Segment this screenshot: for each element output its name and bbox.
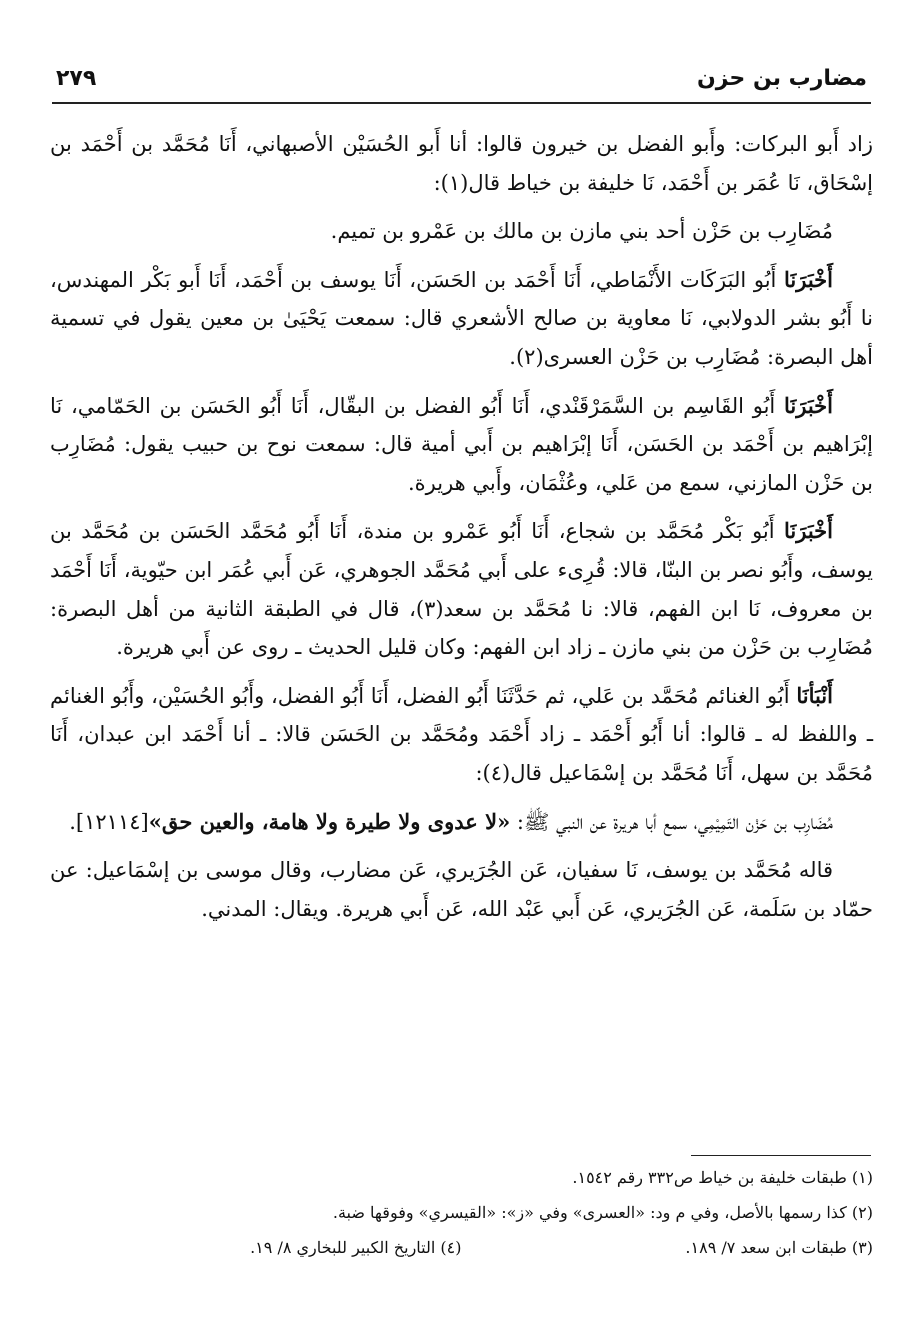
paragraph — [50, 851, 873, 928]
isnad-keyword: أَنْبَأنَا — [796, 682, 833, 708]
paragraph-text: أَبُو القَاسِم بن السَّمَرْقَنْدي، أَنَا أَبُو الفضل بن البقّال، أَنَا أَبُو الحَسَن بن الحَمّامي، نَا إبْرَاهيم بن أَحْمَد بن الحَسَن، أَنَا إبْرَاهيم بن أَبي أمية قال: سمعت نوح بن حبيب يقول: مُضَارِب بن حَزْن المازني، سمع من عَلي، وعُثْمَان، وأَبي هريرة. — [50, 393, 873, 495]
paragraph — [50, 512, 873, 666]
running-title: مضارب بن حزن — [696, 66, 867, 91]
paragraph-text: مُضَارِب بن حَزْن أحد بني مازن بن مالك بن عَمْرو بن تميم. — [330, 219, 833, 244]
main-text — [50, 125, 873, 938]
footnote-separator — [691, 1155, 871, 1156]
paragraph-text: قاله مُحَمَّد بن يوسف، نَا سفيان، عَن الجُرَيري، عَن مضارب، وقال موسى بن إسْمَاعيل: عن حمّاد بن سَلَمة، عَن الجُرَيري، عَن أَبي عَبْد الله، عَن أَبي هريرة. ويقال: المدني. — [50, 858, 873, 921]
footnotes — [50, 1160, 873, 1265]
paragraph — [50, 212, 873, 251]
paragraph-text: أَبُو البَرَكَات الأَنْمَاطي، أَنَا أَحْمَد بن الحَسَن، أَنَا يوسف بن أَحْمَد، أَنَا أَبو بَكْر المهندس، نا أَبُو بشر الدولابي، نَا معاوية بن صالح الأشعري قال: سمعت يَحْيَىٰ بن معين يقول في تسمية أهل البصرة: مُضَارِب بن حَزْن العسرى(٢). — [50, 267, 873, 369]
footnote: (٣) طبقات ابن سعد ٧/ ١٨٩. — [685, 1238, 873, 1257]
isnad-keyword: أَخْبَرَنَا — [784, 266, 833, 292]
footnote: (١) طبقات خليفة بن خياط ص٣٣٢ رقم ١٥٤٢. — [572, 1168, 873, 1187]
paragraph — [50, 677, 873, 793]
paragraph — [50, 125, 873, 202]
paragraph-text: مُضَارِب بن حَزْن التَمِيْمِي، سمع أبا هريرة عن النبي ﷺ: — [510, 809, 833, 834]
page-number: ٢٧٩ — [56, 66, 97, 91]
paragraph-text: زاد أَبو البركات: وأَبو الفضل بن خيرون قالوا: أنا أَبو الحُسَيْن الأصبهاني، أَنَا مُحَمَّد بن أَحْمَد بن إسْحَاق، نَا عُمَر بن أَحْمَد، نَا خليفة بن خياط قال(١): — [50, 132, 873, 195]
hadith-quote: «لا عدوى ولا طيرة ولا هامة، والعين حق» — [148, 808, 511, 834]
isnad-keyword: أَخْبَرَنَا — [784, 518, 833, 544]
footnote: (٤) التاريخ الكبير للبخاري ٨/ ١٩. — [250, 1238, 462, 1257]
paragraph-text: أَبُو الغنائم مُحَمَّد بن عَلي، ثم حَدَّثَنَا أَبُو الفضل، أَنَا أَبُو الفضل، وأَبُو الحُسَيْن، وأَبُو الغنائم ـ واللفظ له ـ قالوا: أنا أَبُو أَحْمَد ـ زاد أَحْمَد ومُحَمَّد بن الحَسَن قالا: ـ أنا أَحْمَد ابن عبدان، أَنَا مُحَمَّد بن سهل، أَنَا مُحَمَّد بن إسْمَاعيل قال(٤): — [50, 683, 873, 785]
paragraph-text: أَبُو بَكْر مُحَمَّد بن شجاع، أَنَا أَبُو عَمْرو بن مندة، أَنَا أَبُو مُحَمَّد الحَسَن بن مُحَمَّد بن يوسف، وأَبُو نصر بن البنّا، قالا: قُرِىء على أَبي مُحَمَّد الجوهري، عَن أَبي عُمَر ابن حيّوية، أَنَا أَحْمَد بن معروف، نَا ابن الفهم، قالا: نا مُحَمَّد بن سعد(٣)، قال في الطبقة الثانية من أهل البصرة: مُضَارِب بن حَزْن من بني مازن ـ زاد ابن الفهم: وكان قليل الحديث ـ روى عن أَبي هريرة. — [50, 519, 873, 660]
paragraph — [50, 803, 873, 842]
paragraph — [50, 261, 873, 377]
page-header — [52, 62, 871, 104]
hadith-number: [١٢١١٤]. — [69, 809, 149, 834]
footnote: (٢) كذا رسمها بالأصل، وفي م ود: «العسرى» وفي «ز»: «القيسري» وفوقها ضبة. — [332, 1203, 873, 1222]
paragraph — [50, 387, 873, 503]
isnad-keyword: أَخْبَرَنَا — [784, 392, 833, 418]
